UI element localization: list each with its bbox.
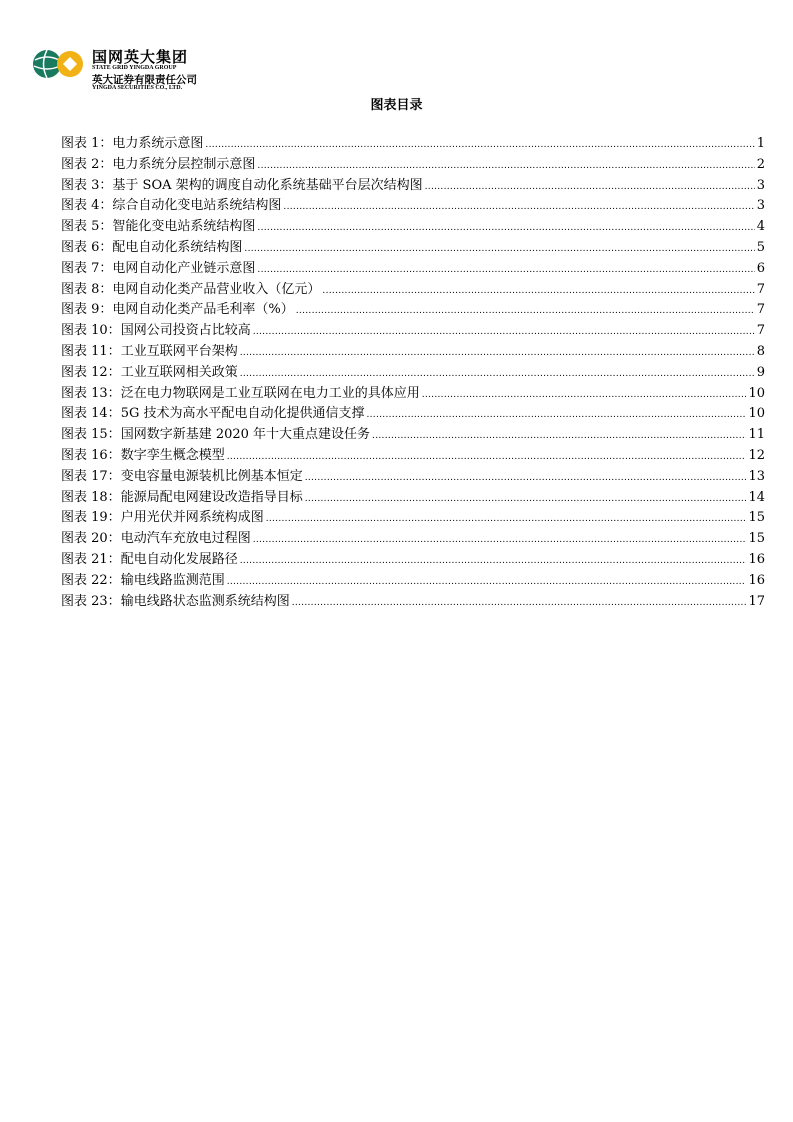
entry-title: 综合自动化变电站系统结构图 xyxy=(112,198,282,214)
entry-page-number: 17 xyxy=(748,593,765,609)
dot-leader xyxy=(253,321,755,343)
entry-page-number: 15 xyxy=(748,531,765,547)
dot-leader xyxy=(205,134,754,156)
figure-list xyxy=(61,134,765,612)
entry-label: 图表 10： xyxy=(61,323,121,339)
logo-company-name-en: YINGDA SECURITIES CO., LTD. xyxy=(92,85,183,91)
entry-label: 图表 8： xyxy=(61,281,113,297)
entry-page-number: 7 xyxy=(756,302,765,318)
entry-label: 图表 11： xyxy=(61,343,121,359)
entry-page-number: 3 xyxy=(756,198,765,214)
entry-title: 智能化变电站系统结构图 xyxy=(112,219,256,235)
entry-title: 电力系统示意图 xyxy=(112,136,204,151)
entry-page-number: 12 xyxy=(748,447,765,463)
toc-entry[interactable] xyxy=(61,425,765,446)
entry-page-number: 11 xyxy=(748,427,765,443)
entry-label: 图表 19： xyxy=(61,510,121,526)
entry-title: 泛在电力物联网是工业互联网在电力工业的具体应用 xyxy=(120,385,420,401)
entry-label: 图表 18： xyxy=(61,489,121,505)
entry-page-number: 14 xyxy=(748,489,765,505)
entry-title: 电动汽车充放电过程图 xyxy=(120,531,251,547)
entry-title: 基于 SOA 架构的调度自动化系统基础平台层次结构图 xyxy=(112,177,423,193)
entry-page-number: 16 xyxy=(748,572,765,588)
entry-page-number: 5 xyxy=(756,239,765,255)
entry-label: 图表 12： xyxy=(61,364,121,380)
entry-label: 图表 2： xyxy=(61,156,113,172)
dot-leader xyxy=(296,300,755,322)
entry-title: 工业互联网平台架构 xyxy=(120,343,238,359)
dot-leader xyxy=(305,467,747,489)
entry-title: 数字孪生概念模型 xyxy=(120,447,225,463)
dot-leader xyxy=(372,425,746,447)
entry-label: 图表 23： xyxy=(61,593,121,609)
dot-leader xyxy=(227,571,747,593)
entry-page-number: 1 xyxy=(756,136,765,151)
logo-group-name-en: STATE GRID YINGDA GROUP xyxy=(92,65,177,71)
toc-entry[interactable] xyxy=(61,217,765,238)
dot-leader xyxy=(425,176,755,198)
entry-label: 图表 14： xyxy=(61,406,121,422)
entry-label: 图表 21： xyxy=(61,551,121,567)
toc-entry[interactable] xyxy=(61,280,765,301)
entry-page-number: 6 xyxy=(756,260,765,276)
logo-group-name: 国网英大集团 xyxy=(92,48,189,66)
toc-entry[interactable] xyxy=(61,384,765,405)
entry-label: 图表 9： xyxy=(61,302,113,318)
entry-title: 能源局配电网建设改造指导目标 xyxy=(120,489,303,505)
entry-label: 图表 5： xyxy=(61,219,113,235)
toc-entry[interactable] xyxy=(61,508,765,529)
dot-leader xyxy=(253,529,747,551)
entry-page-number: 4 xyxy=(756,219,765,235)
entry-title: 输电线路状态监测系统结构图 xyxy=(120,593,290,609)
entry-page-number: 10 xyxy=(748,385,765,401)
dot-leader xyxy=(240,342,755,364)
dot-leader xyxy=(422,384,747,406)
entry-label: 图表 17： xyxy=(61,468,121,484)
dot-leader xyxy=(322,280,754,302)
entry-page-number: 13 xyxy=(748,468,765,484)
dot-leader xyxy=(283,196,754,218)
entry-title: 工业互联网相关政策 xyxy=(120,364,238,380)
entry-title: 输电线路监测范围 xyxy=(120,572,225,588)
entry-page-number: 3 xyxy=(756,177,765,193)
toc-entry[interactable] xyxy=(61,529,765,550)
entry-title: 电网自动化类产品毛利率（%） xyxy=(112,302,294,318)
entry-label: 图表 16： xyxy=(61,447,121,463)
dot-leader xyxy=(292,592,747,614)
dot-leader xyxy=(305,488,747,510)
toc-entry[interactable] xyxy=(61,404,765,425)
entry-label: 图表 22： xyxy=(61,572,121,588)
dot-leader xyxy=(366,404,746,426)
dot-leader xyxy=(240,550,747,572)
dot-leader xyxy=(257,155,754,177)
entry-title: 电网自动化类产品营业收入（亿元） xyxy=(112,281,321,297)
entry-label: 图表 7： xyxy=(61,260,113,276)
entry-label: 图表 1： xyxy=(61,136,113,151)
toc-entry[interactable] xyxy=(61,550,765,571)
dot-leader xyxy=(257,259,754,281)
toc-entry[interactable] xyxy=(61,467,765,488)
entry-title: 国网数字新基建 2020 年十大重点建设任务 xyxy=(120,427,371,443)
toc-entry[interactable] xyxy=(61,363,765,384)
toc-entry[interactable] xyxy=(61,155,765,176)
toc-entry[interactable] xyxy=(61,134,765,155)
toc-entry[interactable] xyxy=(61,446,765,467)
entry-title: 配电自动化系统结构图 xyxy=(112,239,243,255)
entry-label: 图表 15： xyxy=(61,427,121,443)
dot-leader xyxy=(240,363,755,385)
dot-leader xyxy=(257,217,754,239)
entry-page-number: 7 xyxy=(756,281,765,297)
toc-entry[interactable] xyxy=(61,196,765,217)
logo-mark-icon xyxy=(32,48,84,80)
toc-entry[interactable] xyxy=(61,176,765,197)
dot-leader xyxy=(266,508,747,530)
toc-entry[interactable] xyxy=(61,238,765,259)
dot-leader xyxy=(227,446,747,468)
toc-entry[interactable] xyxy=(61,321,765,342)
entry-page-number: 2 xyxy=(756,156,765,172)
entry-label: 图表 20： xyxy=(61,531,121,547)
entry-page-number: 9 xyxy=(756,364,765,380)
toc-entry[interactable] xyxy=(61,259,765,280)
entry-title: 电网自动化产业链示意图 xyxy=(112,260,256,276)
toc-entry[interactable] xyxy=(61,488,765,509)
entry-label: 图表 4： xyxy=(61,198,113,214)
dot-leader xyxy=(244,238,754,260)
entry-title: 配电自动化发展路径 xyxy=(120,551,238,567)
logo-company-name: 英大证券有限责任公司 xyxy=(92,74,197,86)
entry-title: 5G 技术为高水平配电自动化提供通信支撑 xyxy=(120,406,365,422)
toc-entry[interactable] xyxy=(61,592,765,613)
entry-label: 图表 6： xyxy=(61,239,113,255)
entry-title: 国网公司投资占比较高 xyxy=(120,323,251,339)
entry-label: 图表 13： xyxy=(61,385,121,401)
entry-title: 户用光伏并网系统构成图 xyxy=(120,510,264,526)
toc-entry[interactable] xyxy=(61,300,765,321)
entry-title: 变电容量电源装机比例基本恒定 xyxy=(120,468,303,484)
page-title: 图表目录 xyxy=(370,98,423,113)
entry-label: 图表 3： xyxy=(61,177,113,193)
company-logo xyxy=(32,46,222,92)
entry-page-number: 16 xyxy=(748,551,765,567)
toc-entry[interactable] xyxy=(61,571,765,592)
entry-title: 电力系统分层控制示意图 xyxy=(112,156,256,172)
entry-page-number: 8 xyxy=(756,343,765,359)
entry-page-number: 15 xyxy=(748,510,765,526)
toc-entry[interactable] xyxy=(61,342,765,363)
entry-page-number: 10 xyxy=(748,406,765,422)
entry-page-number: 7 xyxy=(756,323,765,339)
